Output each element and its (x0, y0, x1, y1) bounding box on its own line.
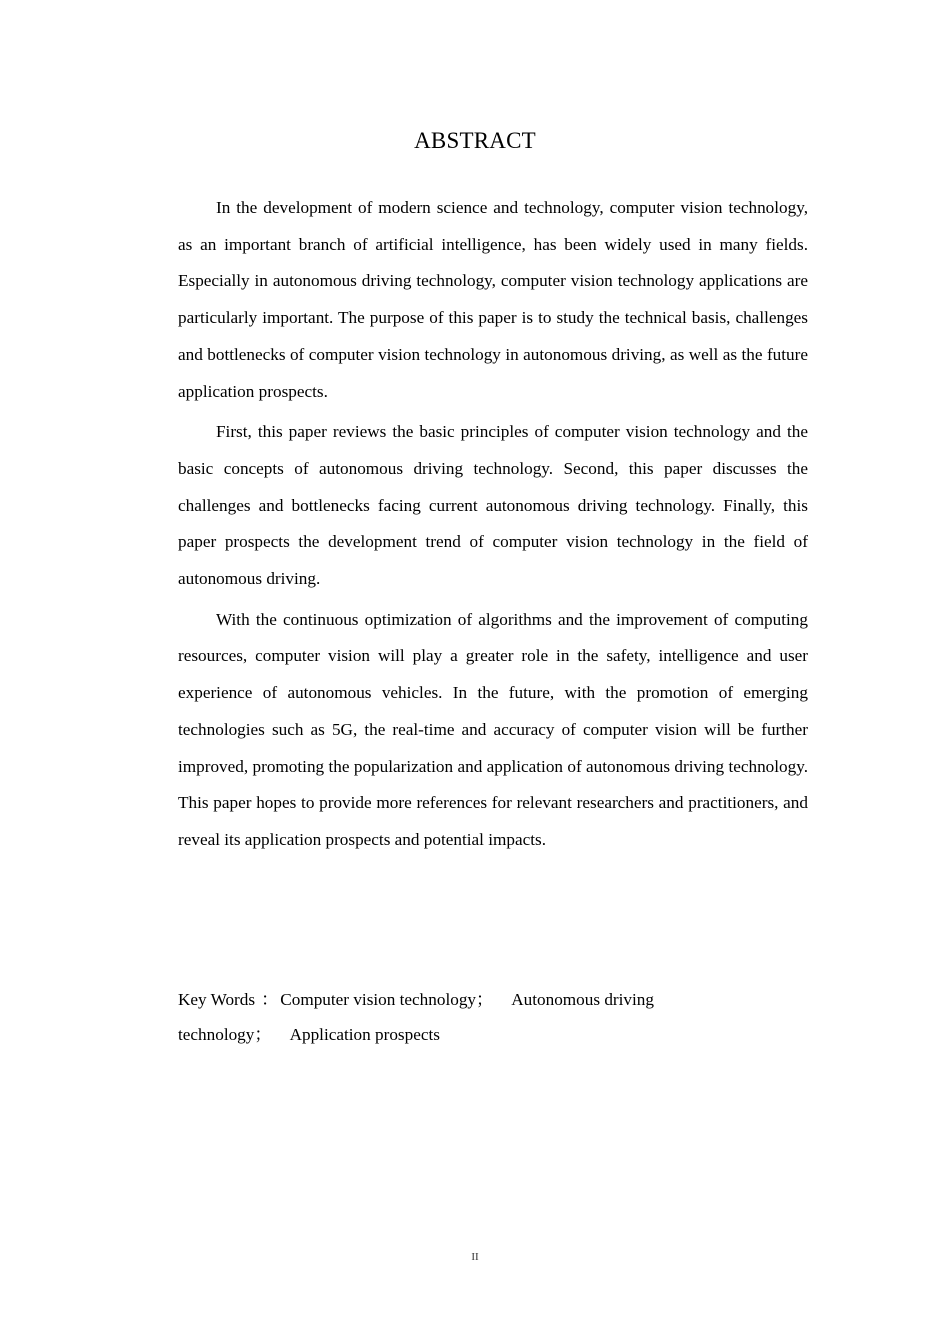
abstract-paragraph-3: With the continuous optimization of algorithms and the improvement of computing resources, computer vision will play a greater role in the safety, intelligence and user experience of autonomous vehicles. In the future, with the promotion of emerging technologies such as 5G, the real-time and accuracy of computer vision will be further improved, promoting the popularization and application of autonomous driving technology. This paper hopes to provide more references for relevant researchers and practitioners, and reveal its application prospects and potential impacts. (178, 609, 808, 849)
abstract-paragraph-1: In the development of modern science and technology, computer vision technology, as an important branch of artificial intelligence, has been widely used in many fields. Especially in autonomous driving technology, computer vision technology applications are particularly important. The purpose of this paper is to study the technical basis, challenges and bottlenecks of computer vision technology in autonomous driving, as well as the future application prospects. (178, 198, 808, 401)
keyword-separator: ； (476, 990, 494, 1009)
keyword-item: Autonomous driving technology (178, 990, 654, 1044)
keywords-label: Key Words (178, 990, 256, 1009)
abstract-paragraph-2: First, this paper reviews the basic principles of computer vision technology and the basic concepts of autonomous driving technology. Second, this paper discusses the challenges and bottlenecks facing current autonomous driving technology. Finally, this paper prospects the development trend of computer vision technology in the field of autonomous driving. (178, 422, 808, 589)
keywords-colon: ： (261, 990, 279, 1009)
keyword-item: Computer vision technology (280, 990, 477, 1009)
keyword-separator: ； (254, 1025, 272, 1044)
page-number: II (471, 1251, 479, 1263)
abstract-title: ABSTRACT (414, 128, 536, 153)
keywords-section (178, 982, 718, 1052)
keyword-item: Application prospects (289, 1025, 440, 1044)
abstract-body (178, 190, 808, 863)
